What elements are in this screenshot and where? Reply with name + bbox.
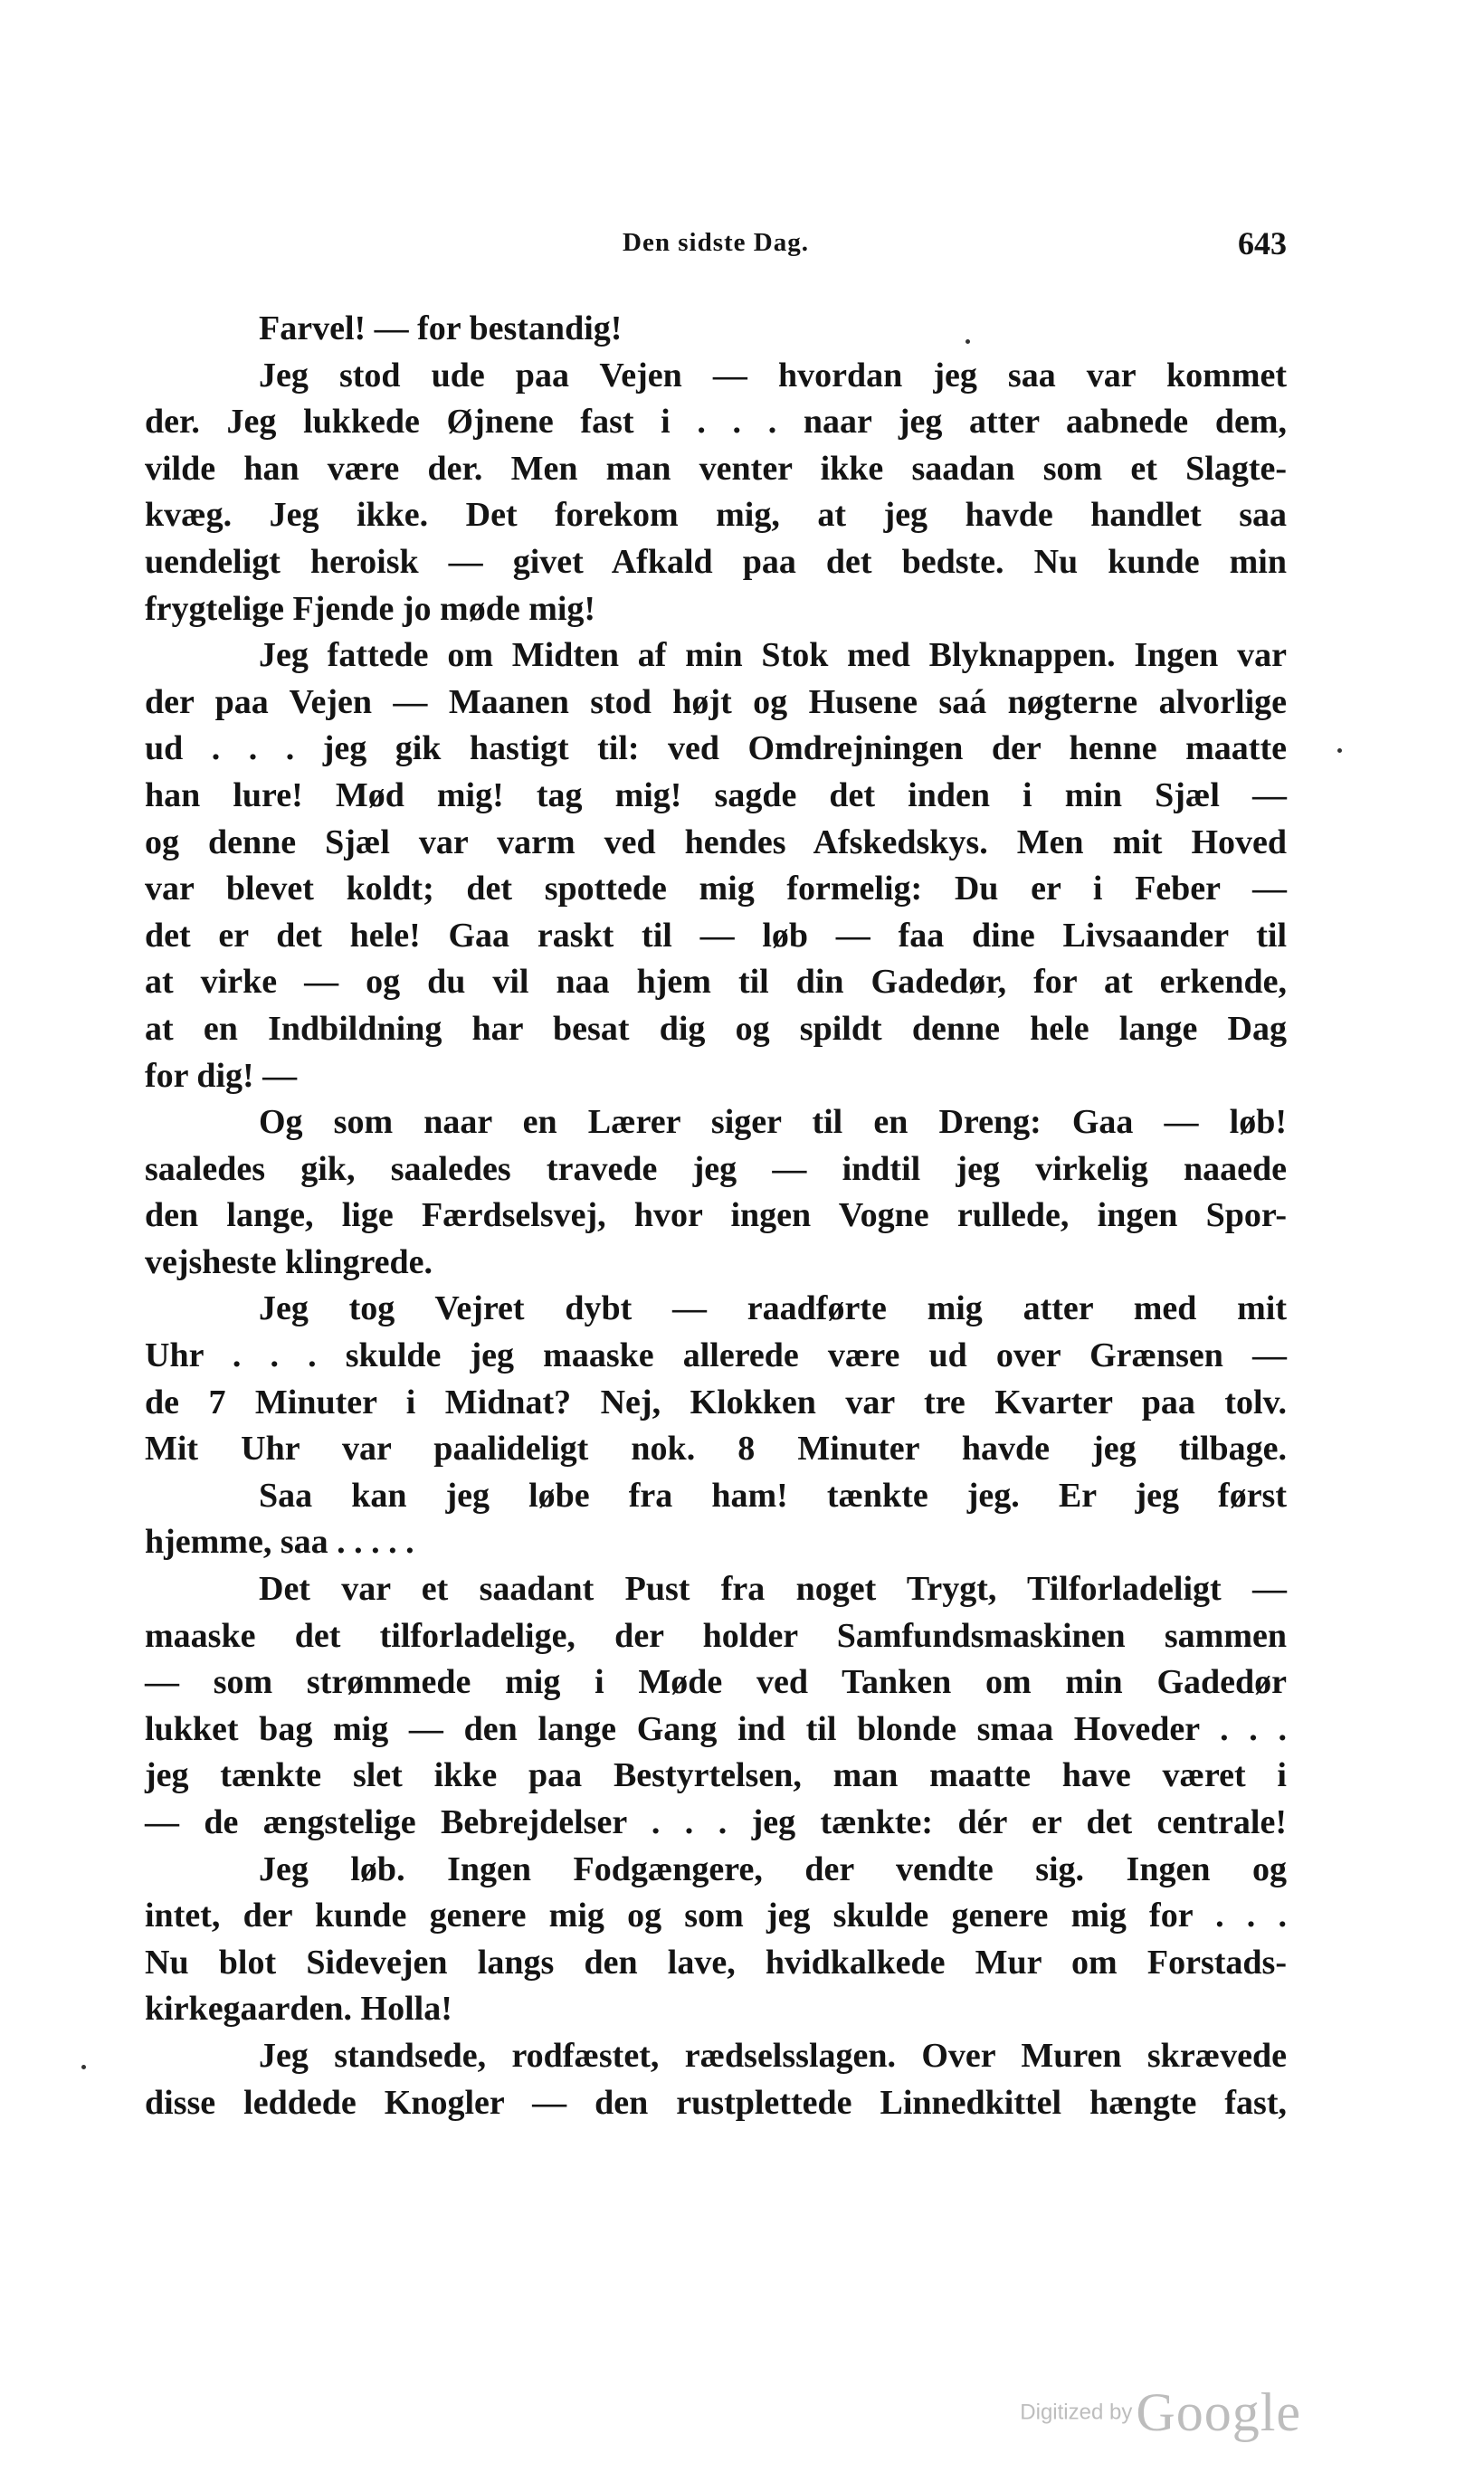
- page-number: 643: [1238, 225, 1287, 261]
- text-line: der paa Vejen — Maanen stod højt og Husene saá nøgterne alvorlige: [145, 682, 1287, 721]
- text-line: Jeg tog Vejret dybt — raadførte mig atter med mit: [259, 1289, 1287, 1328]
- text-line: kirkegaarden. Holla!: [145, 1990, 452, 2029]
- text-line: og denne Sjæl var varm ved hendes Afskedskys. Men mit Hoved: [145, 822, 1287, 861]
- text-line: Jeg stod ude paa Vejen — hvordan jeg saa var kommet: [259, 356, 1287, 395]
- scan-speck: [966, 339, 970, 344]
- text-line: Det var et saadant Pust fra noget Trygt, Tilforladeligt —: [259, 1570, 1287, 1609]
- text-line: Saa kan jeg løbe fra ham! tænkte jeg. Er jeg først: [259, 1476, 1287, 1515]
- text-line: de 7 Minuter i Midnat? Nej, Klokken var tre Kvarter paa tolv.: [145, 1383, 1287, 1421]
- text-line: jeg tænkte slet ikke paa Bestyrtelsen, man maatte have været i: [145, 1756, 1287, 1795]
- text-line: Og som naar en Lærer siger til en Dreng: Gaa — løb!: [259, 1103, 1287, 1142]
- text-line: intet, der kunde genere mig og som jeg skulde genere mig for . . .: [145, 1897, 1287, 1935]
- text-line: kvæg. Jeg ikke. Det forekom mig, at jeg havde handlet saa: [145, 496, 1287, 535]
- google-logo: Google: [1136, 2382, 1301, 2442]
- text-line: Mit Uhr var paalideligt nok. 8 Minuter havde jeg tilbage.: [145, 1430, 1287, 1469]
- body-text: [145, 306, 1287, 2126]
- text-line: maaske det tilforladelige, der holder Samfundsmaskinen sammen: [145, 1616, 1287, 1655]
- text-line: for dig! —: [145, 1056, 298, 1095]
- digitized-label: Digitized by: [1020, 2400, 1133, 2425]
- text-line: han lure! Mød mig! tag mig! sagde det inden i min Sjæl —: [145, 775, 1287, 814]
- text-line: frygtelige Fjende jo møde mig!: [145, 589, 596, 628]
- text-line: den lange, lige Færdselsvej, hvor ingen Vogne rullede, ingen Spor-: [145, 1196, 1287, 1235]
- text-line: vejsheste klingrede.: [145, 1242, 433, 1281]
- text-line: disse leddede Knogler — den rustplettede Linnedkittel hængte fast,: [145, 2083, 1287, 2122]
- text-line: det er det hele! Gaa raskt til — løb — faa dine Livsaander til: [145, 916, 1287, 955]
- text-line: Nu blot Sidevejen langs den lave, hvidkalkede Mur om Forstads-: [145, 1943, 1287, 1982]
- text-line: der. Jeg lukkede Øjnene fast i . . . naar jeg atter aabnede dem,: [145, 403, 1287, 442]
- text-line: Uhr . . . skulde jeg maaske allerede være ud over Grænsen —: [145, 1336, 1287, 1375]
- text-line: — de ængstelige Bebrejdelser . . . jeg tænkte: dér er det centrale!: [145, 1803, 1287, 1841]
- text-line: uendeligt heroisk — givet Afkald paa det bedste. Nu kunde min: [145, 542, 1287, 581]
- text-line: at en Indbildning har besat dig og spildt denne hele lange Dag: [145, 1009, 1287, 1048]
- text-line: ud . . . jeg gik hastigt til: ved Omdrejningen der henne maatte: [145, 729, 1287, 768]
- scan-speck: [1337, 748, 1342, 753]
- digitized-watermark: [1020, 2382, 1301, 2444]
- text-line: lukket bag mig — den lange Gang ind til blonde smaa Hoveder . . .: [145, 1709, 1287, 1748]
- text-line: Jeg standsede, rodfæstet, rædselsslagen. Over Muren skrævede: [259, 2036, 1287, 2075]
- text-line: hjemme, saa . . . . .: [145, 1523, 414, 1562]
- text-line: at virke — og du vil naa hjem til din Gadedør, for at erkende,: [145, 963, 1287, 1002]
- text-line: — som strømmede mig i Møde ved Tanken om min Gadedør: [145, 1663, 1287, 1702]
- text-line: vilde han være der. Men man venter ikke saadan som et Slagte-: [145, 449, 1287, 488]
- scan-speck: [81, 2065, 86, 2069]
- text-line: saaledes gik, saaledes travede jeg — indtil jeg virkelig naaede: [145, 1149, 1287, 1188]
- text-line: Jeg løb. Ingen Fodgængere, der vendte sig. Ingen og: [259, 1849, 1287, 1888]
- text-line: Farvel! — for bestandig!: [259, 309, 623, 347]
- running-title: Den sidste Dag.: [623, 228, 809, 257]
- text-line: Jeg fattede om Midten af min Stok med Blyknappen. Ingen var: [259, 636, 1287, 675]
- text-line: var blevet koldt; det spottede mig formelig: Du er i Feber —: [145, 870, 1287, 908]
- running-head: [145, 225, 1287, 270]
